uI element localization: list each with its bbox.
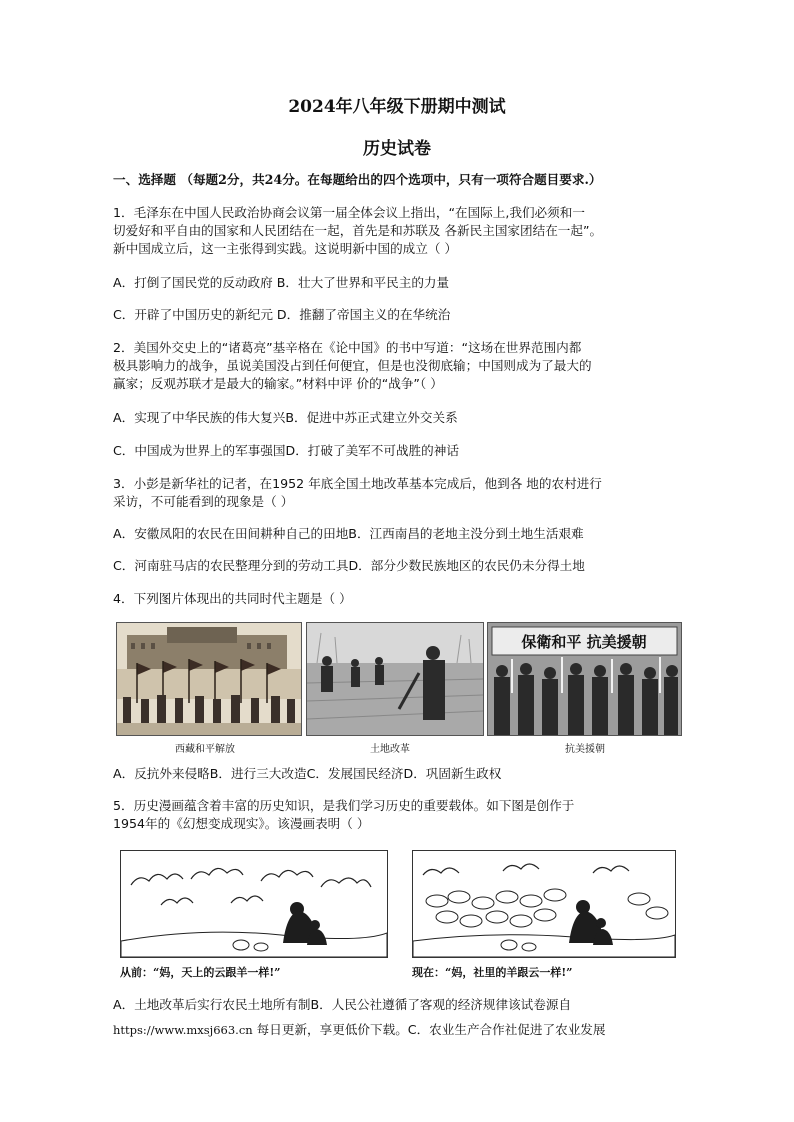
caption-resist-america: 抗美援朝 [565,744,605,755]
footer-line [113,1019,606,1038]
q1-options-ab: A．打倒了国民党的反动政府 B．壮大了世界和平民主的力量 [113,275,450,290]
section-heading: 一、选择题 （每题2分，共24分。在每题给出的四个选项中，只有一项符合题目要求.） [113,172,602,187]
q3-stem-line-1: 3．小彭是新华社的记者，在1952 年底全国土地改革基本完成后，他到各 地的农村进行 [113,476,602,491]
q5-stem-line-1: 5．历史漫画蕴含着丰富的历史知识，是我们学习历史的重要载体。如下图是创作于 [113,798,575,813]
cartoon-caption-now: 现在：“妈，社里的羊跟云一样!” [412,966,573,979]
q2-options-cd: C．中国成为世界上的军事强国D．打破了美军不可战胜的神话 [113,443,459,458]
q3-stem-line-2: 采访，不可能看到的现象是（ ） [113,494,294,509]
q2-stem-line-3: 赢家；反观苏联才是最大的输家。”材料中评 价的“战争”（ ） [113,376,443,391]
q4-stem: 4．下列图片体现出的共同时代主题是（ ） [113,591,352,606]
q1-options-cd: C．开辟了中国历史的新纪元 D．推翻了帝国主义的在华统治 [113,307,451,322]
photo-tibet-liberation [116,622,302,736]
source-link[interactable]: https://www.mxsj663.cn [113,1023,253,1037]
q2-options-ab: A．实现了中华民族的伟大复兴B．促进中苏正式建立外交关系 [113,410,458,425]
q3-options-ab: A．安徽凤阳的农民在田间耕种自己的田地B．江西南昌的老地主没分到土地生活艰难 [113,526,584,541]
caption-land-reform: 土地改革 [370,744,410,755]
q2-stem-line-2: 极具影响力的战争，虽说美国没占到任何便宜，但是也没彻底输；中国则成为了最大的 [113,358,592,373]
exam-subtitle: 历史试卷 [363,139,431,159]
footer-text: 每日更新，享更低价下载。C．农业生产合作社促进了农业发展 [252,1022,606,1037]
q3-options-cd: C．河南驻马店的农民整理分到的劳动工具D．部分少数民族地区的农民仍未分得土地 [113,558,585,573]
q1-stem-line-1: 1．毛泽东在中国人民政治协商会议第一届全体会议上指出，“在国际上,我们必须和一 [113,205,585,220]
cartoon-before [120,850,388,958]
q1-stem-line-2: 切爱好和平自由的国家和人民团结在一起，首先是和苏联及 各新民主国家团结在一起”。 [113,223,603,238]
banner-slogan: 保衛和平 抗美援朝 [521,633,647,651]
photo-resist-america [487,622,682,736]
caption-tibet: 西藏和平解放 [175,744,235,755]
q5-stem-line-2: 1954年的《幻想变成现实》。该漫画表明（ ） [113,816,370,831]
exam-title: 2024年八年级下册期中测试 [288,97,506,117]
q4-options: A．反抗外来侵略B．进行三大改造C．发展国民经济D．巩固新生政权 [113,766,502,781]
q5-options-ab: A．土地改革后实行农民土地所有制B．人民公社遵循了客观的经济规律该试卷源自 [113,997,572,1012]
cartoon-caption-before: 从前：“妈，天上的云跟羊一样!” [120,966,281,979]
cartoon-now [412,850,676,958]
photo-land-reform [306,622,484,736]
q1-stem-line-3: 新中国成立后，这一主张得到实践。这说明新中国的成立（ ） [113,241,458,256]
q2-stem-line-1: 2．美国外交史上的“诸葛亮”基辛格在《论中国》的书中写道：“这场在世界范围内都 [113,340,582,355]
